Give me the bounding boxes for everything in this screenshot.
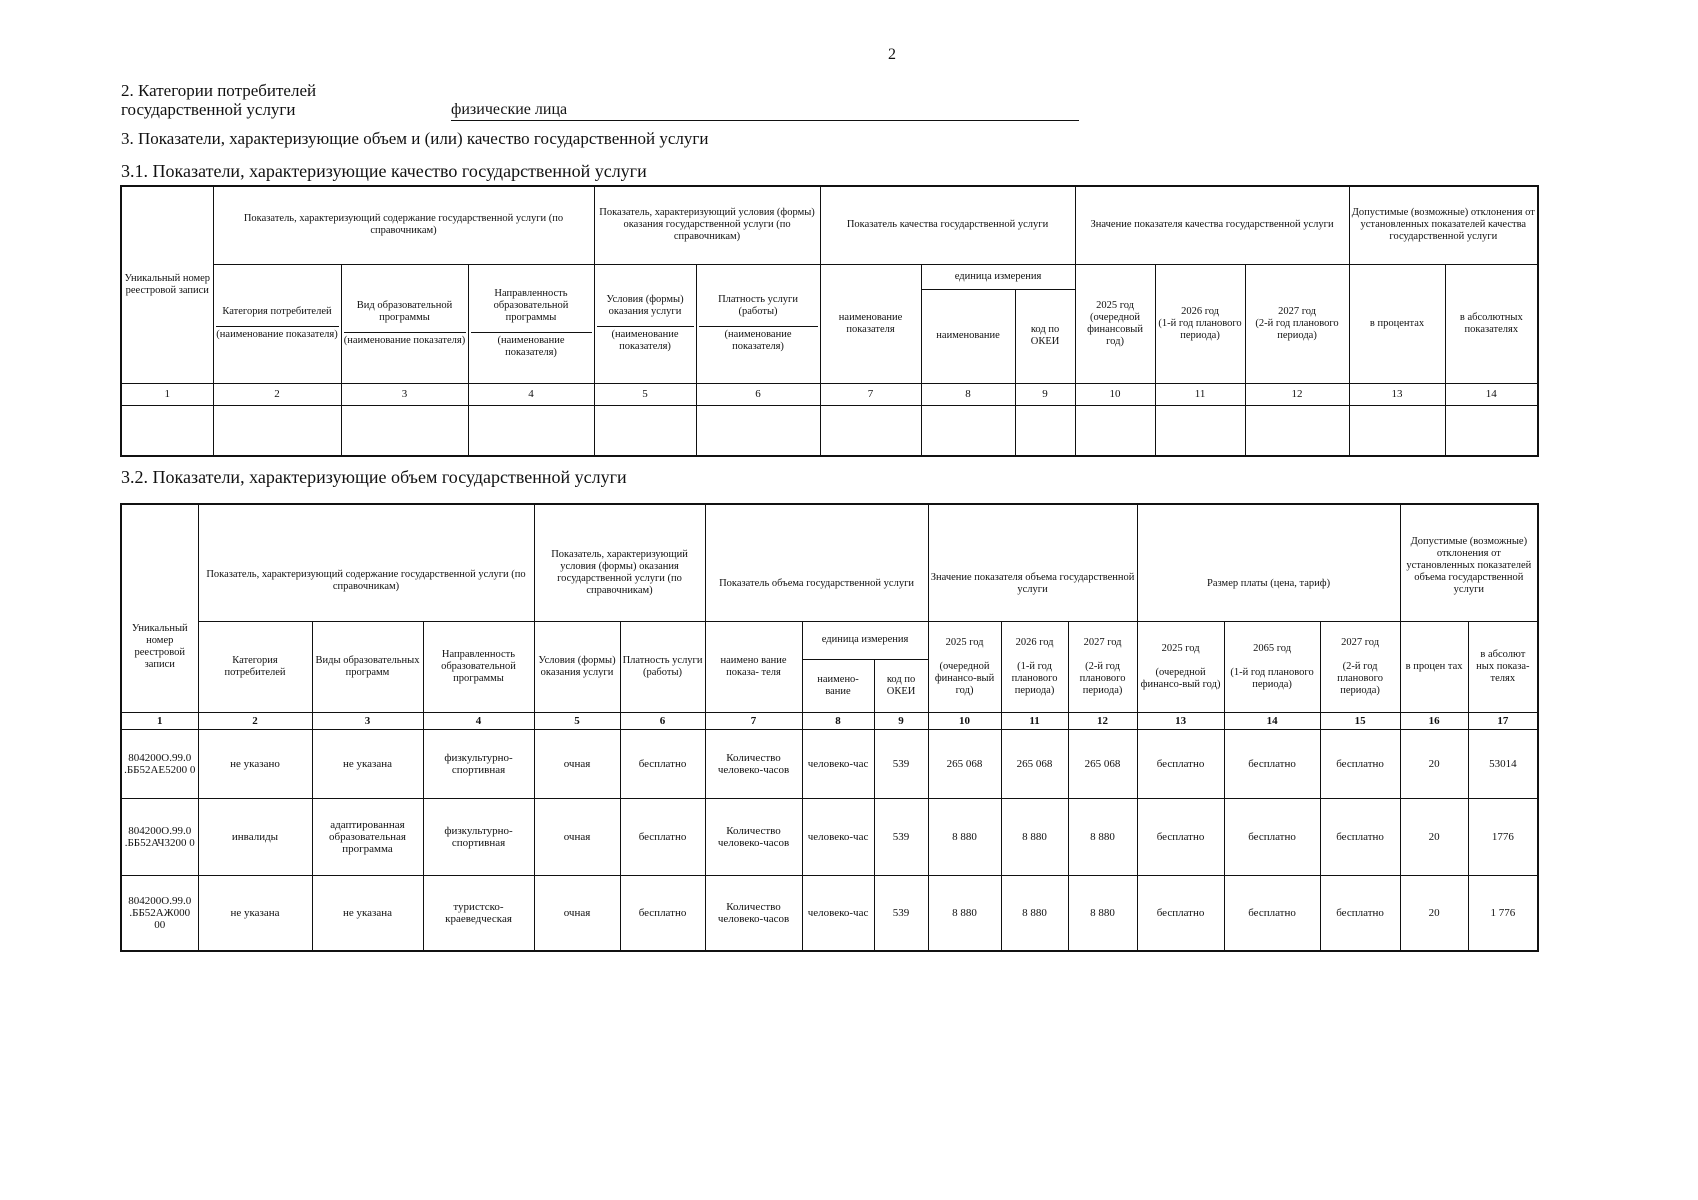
t2-c-unit: единица измерения — [802, 621, 928, 659]
table-cell: бесплатно — [1224, 729, 1320, 798]
t2-num-cell: 6 — [620, 712, 705, 729]
t2-num-cell: 17 — [1468, 712, 1538, 729]
t1-y2025-label: 2025 год — [1096, 299, 1135, 311]
table-cell: человеко-час — [802, 729, 874, 798]
table-cell: Количество человеко-часов — [705, 798, 802, 875]
table-cell: бесплатно — [1224, 798, 1320, 875]
section2-label — [121, 81, 316, 119]
table-cell: 1 776 — [1468, 875, 1538, 951]
t2-f2065-sub: (1-й год планового периода) — [1230, 666, 1314, 690]
t2-v2027 — [1068, 621, 1137, 712]
t2-h-conditions: Показатель, характеризующий условия (формы) оказания государственной услуги (по справочникам) — [534, 504, 705, 621]
section2-line2: государственной услуги — [121, 100, 296, 119]
t1-num-cell: 1 — [121, 383, 213, 405]
table-cell: 8 880 — [1068, 875, 1137, 951]
t2-num-cell: 5 — [534, 712, 620, 729]
t1-empty-cell — [921, 405, 1015, 456]
t1-c-program-type — [341, 264, 468, 383]
registry-number-cell: 804200О.99.0 .ББ52АЧ3200 0 — [121, 798, 198, 875]
t2-c-direction: Направленность образовательной программы — [423, 621, 534, 712]
t2-h-unique: Уникальный номер реестровой записи — [121, 504, 198, 712]
table-cell: туристско-краеведческая — [423, 875, 534, 951]
table-cell: бесплатно — [1320, 875, 1400, 951]
volume-indicators-table — [120, 503, 1539, 952]
t2-v2026 — [1001, 621, 1068, 712]
t1-c-category — [213, 264, 341, 383]
t1-h-deviation: Допустимые (возможные) отклонения от установленных показателей качества государственной услуги — [1349, 186, 1538, 264]
t1-empty-cell — [1245, 405, 1349, 456]
t1-y2025 — [1075, 264, 1155, 383]
table-cell: бесплатно — [1224, 875, 1320, 951]
registry-number-cell: 804200О.99.0 .ББ52АЕ5200 0 — [121, 729, 198, 798]
t1-empty-cell — [121, 405, 213, 456]
t2-h-volume: Показатель объема государственной услуги — [705, 504, 928, 621]
table-cell: 265 068 — [1068, 729, 1137, 798]
t2-v2026-label: 2026 год — [1015, 636, 1054, 648]
table-cell: не указана — [198, 875, 312, 951]
t1-c-conditions — [594, 264, 696, 383]
table-cell: адаптированная образовательная программа — [312, 798, 423, 875]
t2-num-cell: 15 — [1320, 712, 1400, 729]
table-cell: 20 — [1400, 729, 1468, 798]
table-row — [121, 798, 1538, 875]
t1-empty-cell — [468, 405, 594, 456]
t2-c-payment: Платность услуги (работы) — [620, 621, 705, 712]
t1-c-percent: в процентах — [1349, 264, 1445, 383]
table-cell: 539 — [874, 875, 928, 951]
section32-title: 3.2. Показатели, характеризующие объем государственной услуги — [121, 467, 627, 487]
t1-h-value: Значение показателя качества государственной услуги — [1075, 186, 1349, 264]
table-cell: бесплатно — [620, 729, 705, 798]
table-cell: очная — [534, 875, 620, 951]
t1-sub-name: (наименование показателя) — [216, 326, 339, 341]
t2-c-absolute: в абсолют ных показа- телях — [1468, 621, 1538, 712]
t2-num-cell: 13 — [1137, 712, 1224, 729]
t2-c-percent: в процен тах — [1400, 621, 1468, 712]
table-cell: бесплатно — [1137, 875, 1224, 951]
t1-c-absolute: в абсолютных показателях — [1445, 264, 1538, 383]
t2-h-fee: Размер платы (цена, тариф) — [1137, 504, 1400, 621]
t2-num-cell: 8 — [802, 712, 874, 729]
t1-sub-name: (наименование показателя) — [699, 326, 818, 353]
table-cell: человеко-час — [802, 875, 874, 951]
t1-empty-cell — [213, 405, 341, 456]
t1-category-label: Категория потребителей — [222, 306, 332, 317]
table-cell: бесплатно — [620, 875, 705, 951]
table-cell: не указана — [312, 729, 423, 798]
t2-num-cell: 10 — [928, 712, 1001, 729]
t1-empty-cell — [1075, 405, 1155, 456]
t1-number-row — [121, 383, 1538, 405]
t2-v2025-sub: (очередной финансо-вый год) — [934, 660, 995, 696]
t1-c-direction — [468, 264, 594, 383]
section3-title: 3. Показатели, характеризующие объем и (или) качество государственной услуги — [121, 129, 709, 148]
t1-direction-label: Направленность образовательной программы — [493, 288, 569, 323]
t1-program-type-label: Вид образовательной программы — [356, 300, 453, 323]
t1-c-indicator-name: наименование показателя — [820, 264, 921, 383]
table-cell: Количество человеко-часов — [705, 729, 802, 798]
table-cell: бесплатно — [1137, 798, 1224, 875]
table-cell: 8 880 — [1068, 798, 1137, 875]
t2-f2027-sub: (2-й год планового периода) — [1337, 660, 1383, 696]
t2-h-content: Показатель, характеризующий содержание государственной услуги (по справочникам) — [198, 504, 534, 621]
t1-num-cell: 8 — [921, 383, 1015, 405]
t1-y2027-sub: (2-й год планового периода) — [1255, 317, 1339, 341]
section31-title: 3.1. Показатели, характеризующие качество государственной услуги — [121, 161, 647, 181]
t2-num-cell: 9 — [874, 712, 928, 729]
t1-y2026-sub: (1-й год планового периода) — [1158, 317, 1242, 341]
t1-num-cell: 6 — [696, 383, 820, 405]
table-cell: физкультурно-спортивная — [423, 798, 534, 875]
table-cell: бесплатно — [1137, 729, 1224, 798]
t1-sub-name: (наименование показателя) — [471, 332, 592, 359]
t2-v2027-sub: (2-й год планового периода) — [1079, 660, 1126, 696]
t1-num-cell: 5 — [594, 383, 696, 405]
t1-num-cell: 9 — [1015, 383, 1075, 405]
t1-h-quality: Показатель качества государственной услуги — [820, 186, 1075, 264]
t2-f2027 — [1320, 621, 1400, 712]
t2-f2025-label: 2025 год — [1161, 642, 1200, 654]
table-cell: бесплатно — [1320, 729, 1400, 798]
table-row — [121, 875, 1538, 951]
table-cell: 539 — [874, 798, 928, 875]
table-cell: очная — [534, 798, 620, 875]
t1-y2026 — [1155, 264, 1245, 383]
t1-c-okei: код по ОКЕИ — [1015, 289, 1075, 383]
t2-number-row — [121, 712, 1538, 729]
table-row — [121, 729, 1538, 798]
t2-f2065 — [1224, 621, 1320, 712]
table-cell: бесплатно — [620, 798, 705, 875]
t2-v2025 — [928, 621, 1001, 712]
page-number: 2 — [888, 46, 896, 63]
t2-num-cell: 4 — [423, 712, 534, 729]
table-cell: 539 — [874, 729, 928, 798]
table-cell: 265 068 — [928, 729, 1001, 798]
t2-num-cell: 7 — [705, 712, 802, 729]
t2-c-okei: код по ОКЕИ — [874, 659, 928, 712]
t1-empty-cell — [341, 405, 468, 456]
t2-c-category: Категория потребителей — [198, 621, 312, 712]
t2-f2025 — [1137, 621, 1224, 712]
t1-h-conditions: Показатель, характеризующий условия (формы) оказания государственной услуги (по справочникам) — [594, 186, 820, 264]
t1-h-unique: Уникальный номер реестровой записи — [121, 186, 213, 383]
table-cell: бесплатно — [1320, 798, 1400, 875]
t1-h-content: Показатель, характеризующий содержание государственной услуги (по справочникам) — [213, 186, 594, 264]
table-cell: человеко-час — [802, 798, 874, 875]
table-cell: 8 880 — [1001, 798, 1068, 875]
t2-h-value: Значение показателя объема государственной услуги — [928, 504, 1137, 621]
table-cell: 265 068 — [1001, 729, 1068, 798]
t2-c-indicator-name: наимено вание показа- теля — [705, 621, 802, 712]
t1-c-payment — [696, 264, 820, 383]
t2-num-cell: 11 — [1001, 712, 1068, 729]
t1-y2027-label: 2027 год — [1278, 305, 1317, 317]
t2-v2025-label: 2025 год — [945, 636, 984, 648]
t1-num-cell: 7 — [820, 383, 921, 405]
t1-empty-row — [121, 405, 1538, 456]
table-cell: 8 880 — [1001, 875, 1068, 951]
t2-num-cell: 2 — [198, 712, 312, 729]
table-cell: 20 — [1400, 875, 1468, 951]
t1-y2027 — [1245, 264, 1349, 383]
t2-num-cell: 14 — [1224, 712, 1320, 729]
t2-v2027-label: 2027 год — [1083, 636, 1122, 648]
t2-v2026-sub: (1-й год планового периода) — [1011, 660, 1058, 696]
t1-empty-cell — [1155, 405, 1245, 456]
consumer-category-value: физические лица — [451, 101, 1079, 121]
table-cell: не указана — [312, 875, 423, 951]
t1-conditions-label: Условия (формы) оказания услуги — [606, 294, 684, 317]
table-cell: физкультурно-спортивная — [423, 729, 534, 798]
section2-line1: 2. Категории потребителей — [121, 81, 317, 100]
t1-num-cell: 14 — [1445, 383, 1538, 405]
table-cell: 1776 — [1468, 798, 1538, 875]
t1-num-cell: 13 — [1349, 383, 1445, 405]
t1-num-cell: 4 — [468, 383, 594, 405]
t1-y2026-label: 2026 год — [1181, 305, 1220, 317]
table-cell: не указано — [198, 729, 312, 798]
t2-num-cell: 16 — [1400, 712, 1468, 729]
t2-num-cell: 12 — [1068, 712, 1137, 729]
t2-f2065-label: 2065 год — [1253, 642, 1292, 654]
t2-h-deviation: Допустимые (возможные) отклонения от установленных показателей объема государственной услуги — [1400, 504, 1538, 621]
t1-empty-cell — [696, 405, 820, 456]
t1-sub-name: (наименование показателя) — [597, 326, 694, 353]
t2-f2027-label: 2027 год — [1341, 636, 1380, 648]
t2-num-cell: 3 — [312, 712, 423, 729]
table-cell: 20 — [1400, 798, 1468, 875]
t1-empty-cell — [1445, 405, 1538, 456]
table-cell: очная — [534, 729, 620, 798]
t1-num-cell: 11 — [1155, 383, 1245, 405]
t1-num-cell: 12 — [1245, 383, 1349, 405]
t1-c-unit-name: наименование — [921, 289, 1015, 383]
table-cell: 53014 — [1468, 729, 1538, 798]
t1-num-cell: 10 — [1075, 383, 1155, 405]
quality-indicators-table — [120, 185, 1539, 457]
t1-num-cell: 2 — [213, 383, 341, 405]
t1-payment-label: Платность услуги (работы) — [718, 294, 798, 317]
t2-c-program-types: Виды образовательных программ — [312, 621, 423, 712]
t1-c-unit: единица измерения — [921, 264, 1075, 289]
table-cell: 8 880 — [928, 798, 1001, 875]
t1-empty-cell — [820, 405, 921, 456]
t2-c-unit-name: наимено- вание — [802, 659, 874, 712]
registry-number-cell: 804200О.99.0 .ББ52АЖ000 00 — [121, 875, 198, 951]
t1-sub-name: (наименование показателя) — [344, 332, 466, 347]
t1-num-cell: 3 — [341, 383, 468, 405]
t2-c-conditions: Условия (формы) оказания услуги — [534, 621, 620, 712]
table-cell: Количество человеко-часов — [705, 875, 802, 951]
table-cell: инвалиды — [198, 798, 312, 875]
t1-y2025-sub: (очередной финансовый год) — [1087, 311, 1143, 347]
t2-num-cell: 1 — [121, 712, 198, 729]
t1-empty-cell — [1015, 405, 1075, 456]
table-cell: 8 880 — [928, 875, 1001, 951]
t1-empty-cell — [594, 405, 696, 456]
t2-f2025-sub: (очередной финансо-вый год) — [1140, 666, 1221, 690]
t1-empty-cell — [1349, 405, 1445, 456]
